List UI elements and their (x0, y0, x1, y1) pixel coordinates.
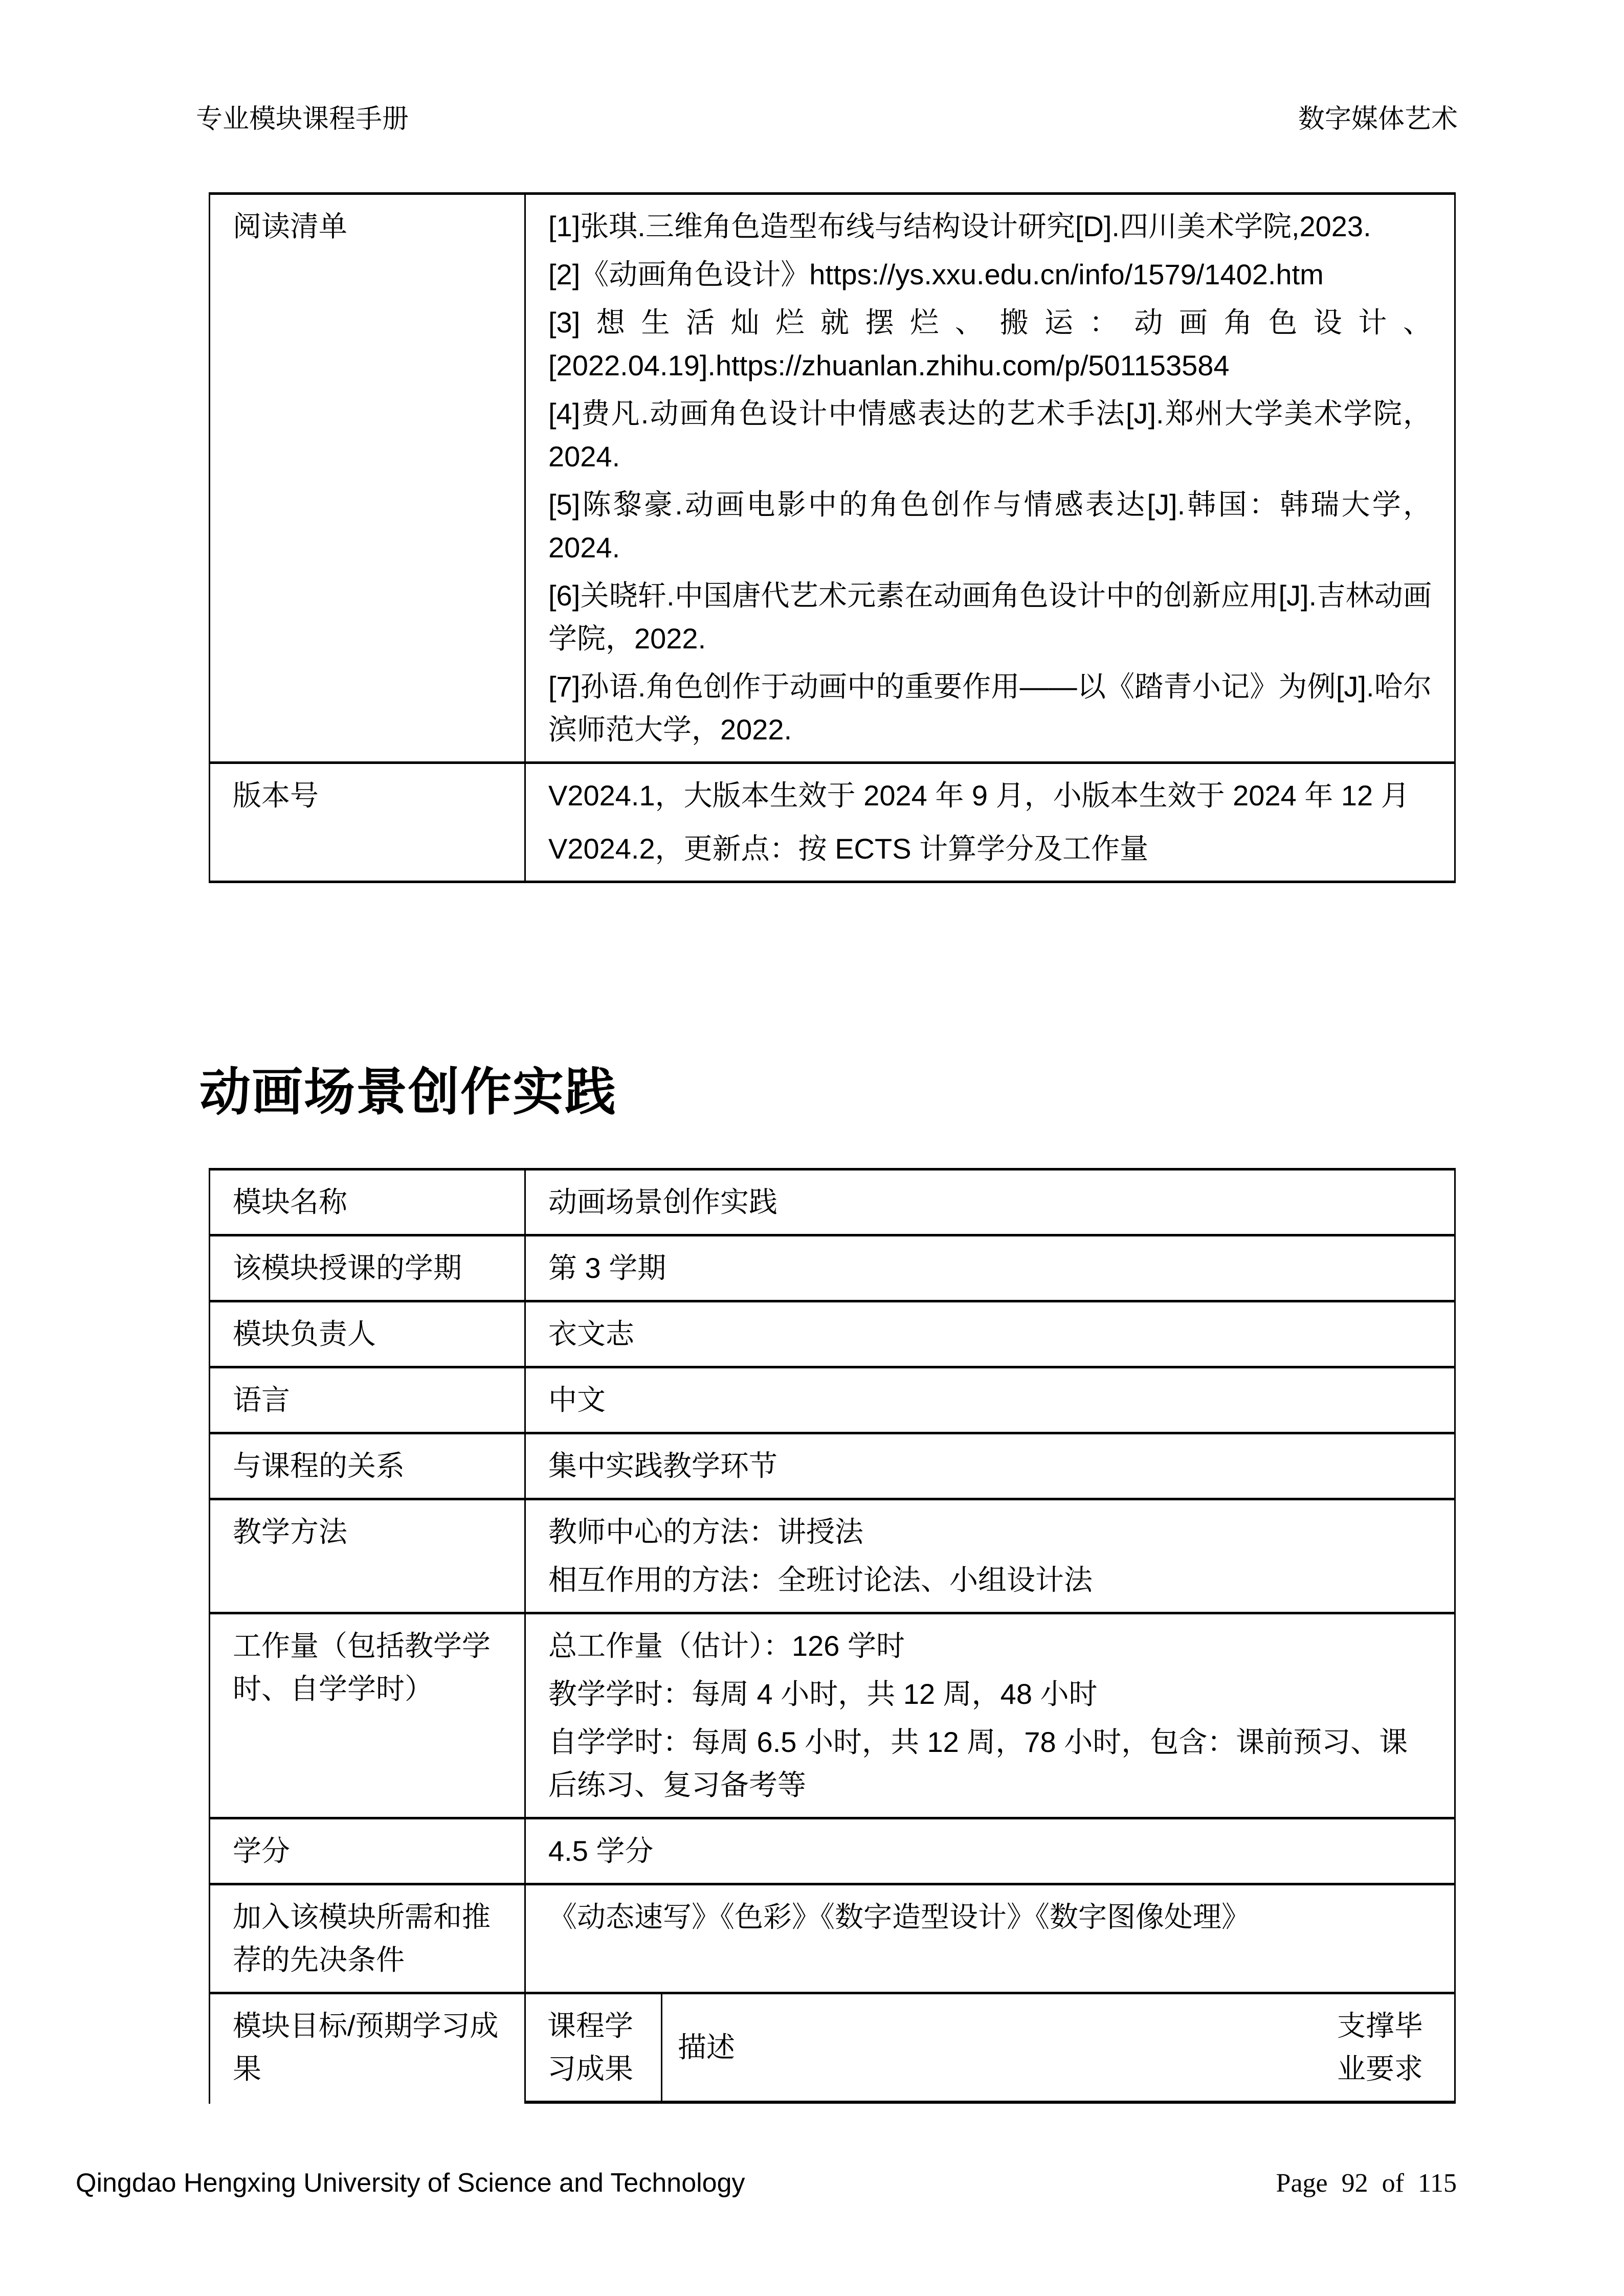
row-label: 与课程的关系 (233, 1450, 405, 1482)
row-label-cell (209, 1170, 526, 1234)
row-value: 第 3 学期 (548, 1252, 666, 1284)
row-value-cell (526, 1500, 1456, 1612)
page-footer (76, 2167, 1457, 2199)
row-label-cell (209, 1819, 526, 1883)
header-right-title: 数字媒体艺术 (1298, 104, 1458, 134)
row-label-cell (209, 1236, 526, 1300)
row-label: 语言 (233, 1384, 290, 1416)
row-label-cell (209, 195, 526, 761)
row-label: 该模块授课的学期 (233, 1252, 462, 1284)
row-value-cell (526, 195, 1456, 761)
outcomes-col-course-results: 课程学习成果 (526, 1994, 662, 2101)
reference-item: [2]《动画角色设计》https://ys.xxu.edu.cn/info/1579/1402.htm (548, 258, 1324, 290)
row-value: 相互作用的方法：全班讨论法、小组设计法 (548, 1564, 1093, 1596)
page-header (196, 103, 1458, 135)
reference-item: [6]关晓轩.中国唐代艺术元素在动画角色设计中的创新应用[J].吉林动画学院，2022. (548, 579, 1432, 655)
footer-institution: Qingdao Hengxing University of Science and Technology (76, 2168, 745, 2198)
row-value: 自学学时：每周 6.5 小时，共 12 周，78 小时，包含：课前预习、课后练习、复习备考等 (548, 1726, 1408, 1801)
row-label-cell (209, 1302, 526, 1366)
row-value-cell (526, 764, 1456, 881)
row-label: 模块目标/预期学习成果 (233, 2010, 499, 2085)
row-value: 总工作量（估计）：126 学时 (548, 1630, 905, 1662)
section-title: 动画场景创作实践 (199, 1064, 617, 1121)
footer-page-number: Page 92 of 115 (1276, 2169, 1457, 2198)
row-value-cell (526, 1170, 1456, 1234)
row-label-cell (209, 764, 526, 881)
row-label: 加入该模块所需和推荐的先决条件 (233, 1901, 491, 1976)
row-value: 教学学时：每周 4 小时，共 12 周，48 小时 (548, 1678, 1098, 1710)
reference-item: [7]孙语.角色创作于动画中的重要作用——以《踏青小记》为例[J].哈尔滨师范大学，2022. (548, 670, 1432, 746)
row-label-cell (209, 1434, 526, 1498)
row-value-cell (526, 1614, 1456, 1817)
row-value-cell (526, 1236, 1456, 1300)
row-value: 集中实践教学环节 (548, 1450, 777, 1482)
row-value: 4.5 学分 (548, 1835, 654, 1867)
table-row-prerequisites (209, 1885, 1456, 1994)
reference-item: [3]想生活灿烂就摆烂、搬运：动画角色设计、[2022.04.19].https://zhuanlan.zhihu.com/p/501153584 (548, 306, 1432, 381)
outcomes-col-description: 描述 (678, 2031, 735, 2063)
reference-item: [4]费凡.动画角色设计中情感表达的艺术手法[J].郑州大学美术学院，2024. (548, 397, 1432, 472)
row-value-cell (526, 1302, 1456, 1366)
table-row-workload (209, 1614, 1456, 1819)
table-row-credits (209, 1819, 1456, 1885)
header-left-title: 专业模块课程手册 (196, 104, 409, 134)
row-value: 《动态速写》《色彩》《数字造型设计》《数字图像处理》 (548, 1901, 1250, 1933)
table-row-module-name (209, 1170, 1456, 1236)
row-label: 教学方法 (233, 1516, 347, 1548)
table-row-course-relation (209, 1434, 1456, 1500)
row-label-cell (209, 1500, 526, 1612)
row-value-cell (526, 1368, 1456, 1432)
row-value: 教师中心的方法：讲授法 (548, 1516, 863, 1548)
row-value-cell (526, 1434, 1456, 1498)
outcomes-subheader (526, 1994, 1456, 2104)
version-line: V2024.1，大版本生效于 2024 年 9 月，小版本生效于 2024 年 12 月 (548, 779, 1410, 812)
table-row-version (209, 764, 1456, 883)
row-label-cell (209, 1368, 526, 1432)
row-label: 学分 (233, 1835, 290, 1867)
reading-list-table (209, 192, 1456, 883)
version-line: V2024.2，更新点：按 ECTS 计算学分及工作量 (548, 832, 1149, 865)
row-label: 模块名称 (233, 1186, 347, 1218)
row-value: 衣文志 (548, 1318, 634, 1350)
row-label: 阅读清单 (233, 210, 347, 242)
row-label-cell (209, 1994, 526, 2104)
row-label-cell (209, 1885, 526, 1992)
module-info-table (209, 1168, 1456, 2104)
row-label-cell (209, 1614, 526, 1817)
table-row-learning-outcomes (209, 1994, 1456, 2104)
table-row-teaching-methods (209, 1500, 1456, 1614)
row-label: 工作量（包括教学学时、自学学时） (233, 1630, 491, 1705)
row-value: 中文 (548, 1384, 606, 1416)
table-row-module-lead (209, 1302, 1456, 1368)
table-row-reading-list (209, 195, 1456, 764)
row-value-cell (526, 1885, 1456, 1992)
row-value: 动画场景创作实践 (548, 1186, 777, 1218)
reference-item: [5]陈黎豪.动画电影中的角色创作与情感表达[J].韩国：韩瑞大学，2024. (548, 488, 1432, 564)
row-label: 模块负责人 (233, 1318, 376, 1350)
table-row-semester (209, 1236, 1456, 1302)
row-label: 版本号 (233, 779, 319, 812)
table-row-language (209, 1368, 1456, 1434)
outcomes-col-graduation-requirements: 支撑毕业要求 (1312, 1994, 1456, 2101)
row-value-cell (526, 1819, 1456, 1883)
reference-item: [1]张琪.三维角色造型布线与结构设计研究[D].四川美术学院,2023. (548, 210, 1371, 242)
